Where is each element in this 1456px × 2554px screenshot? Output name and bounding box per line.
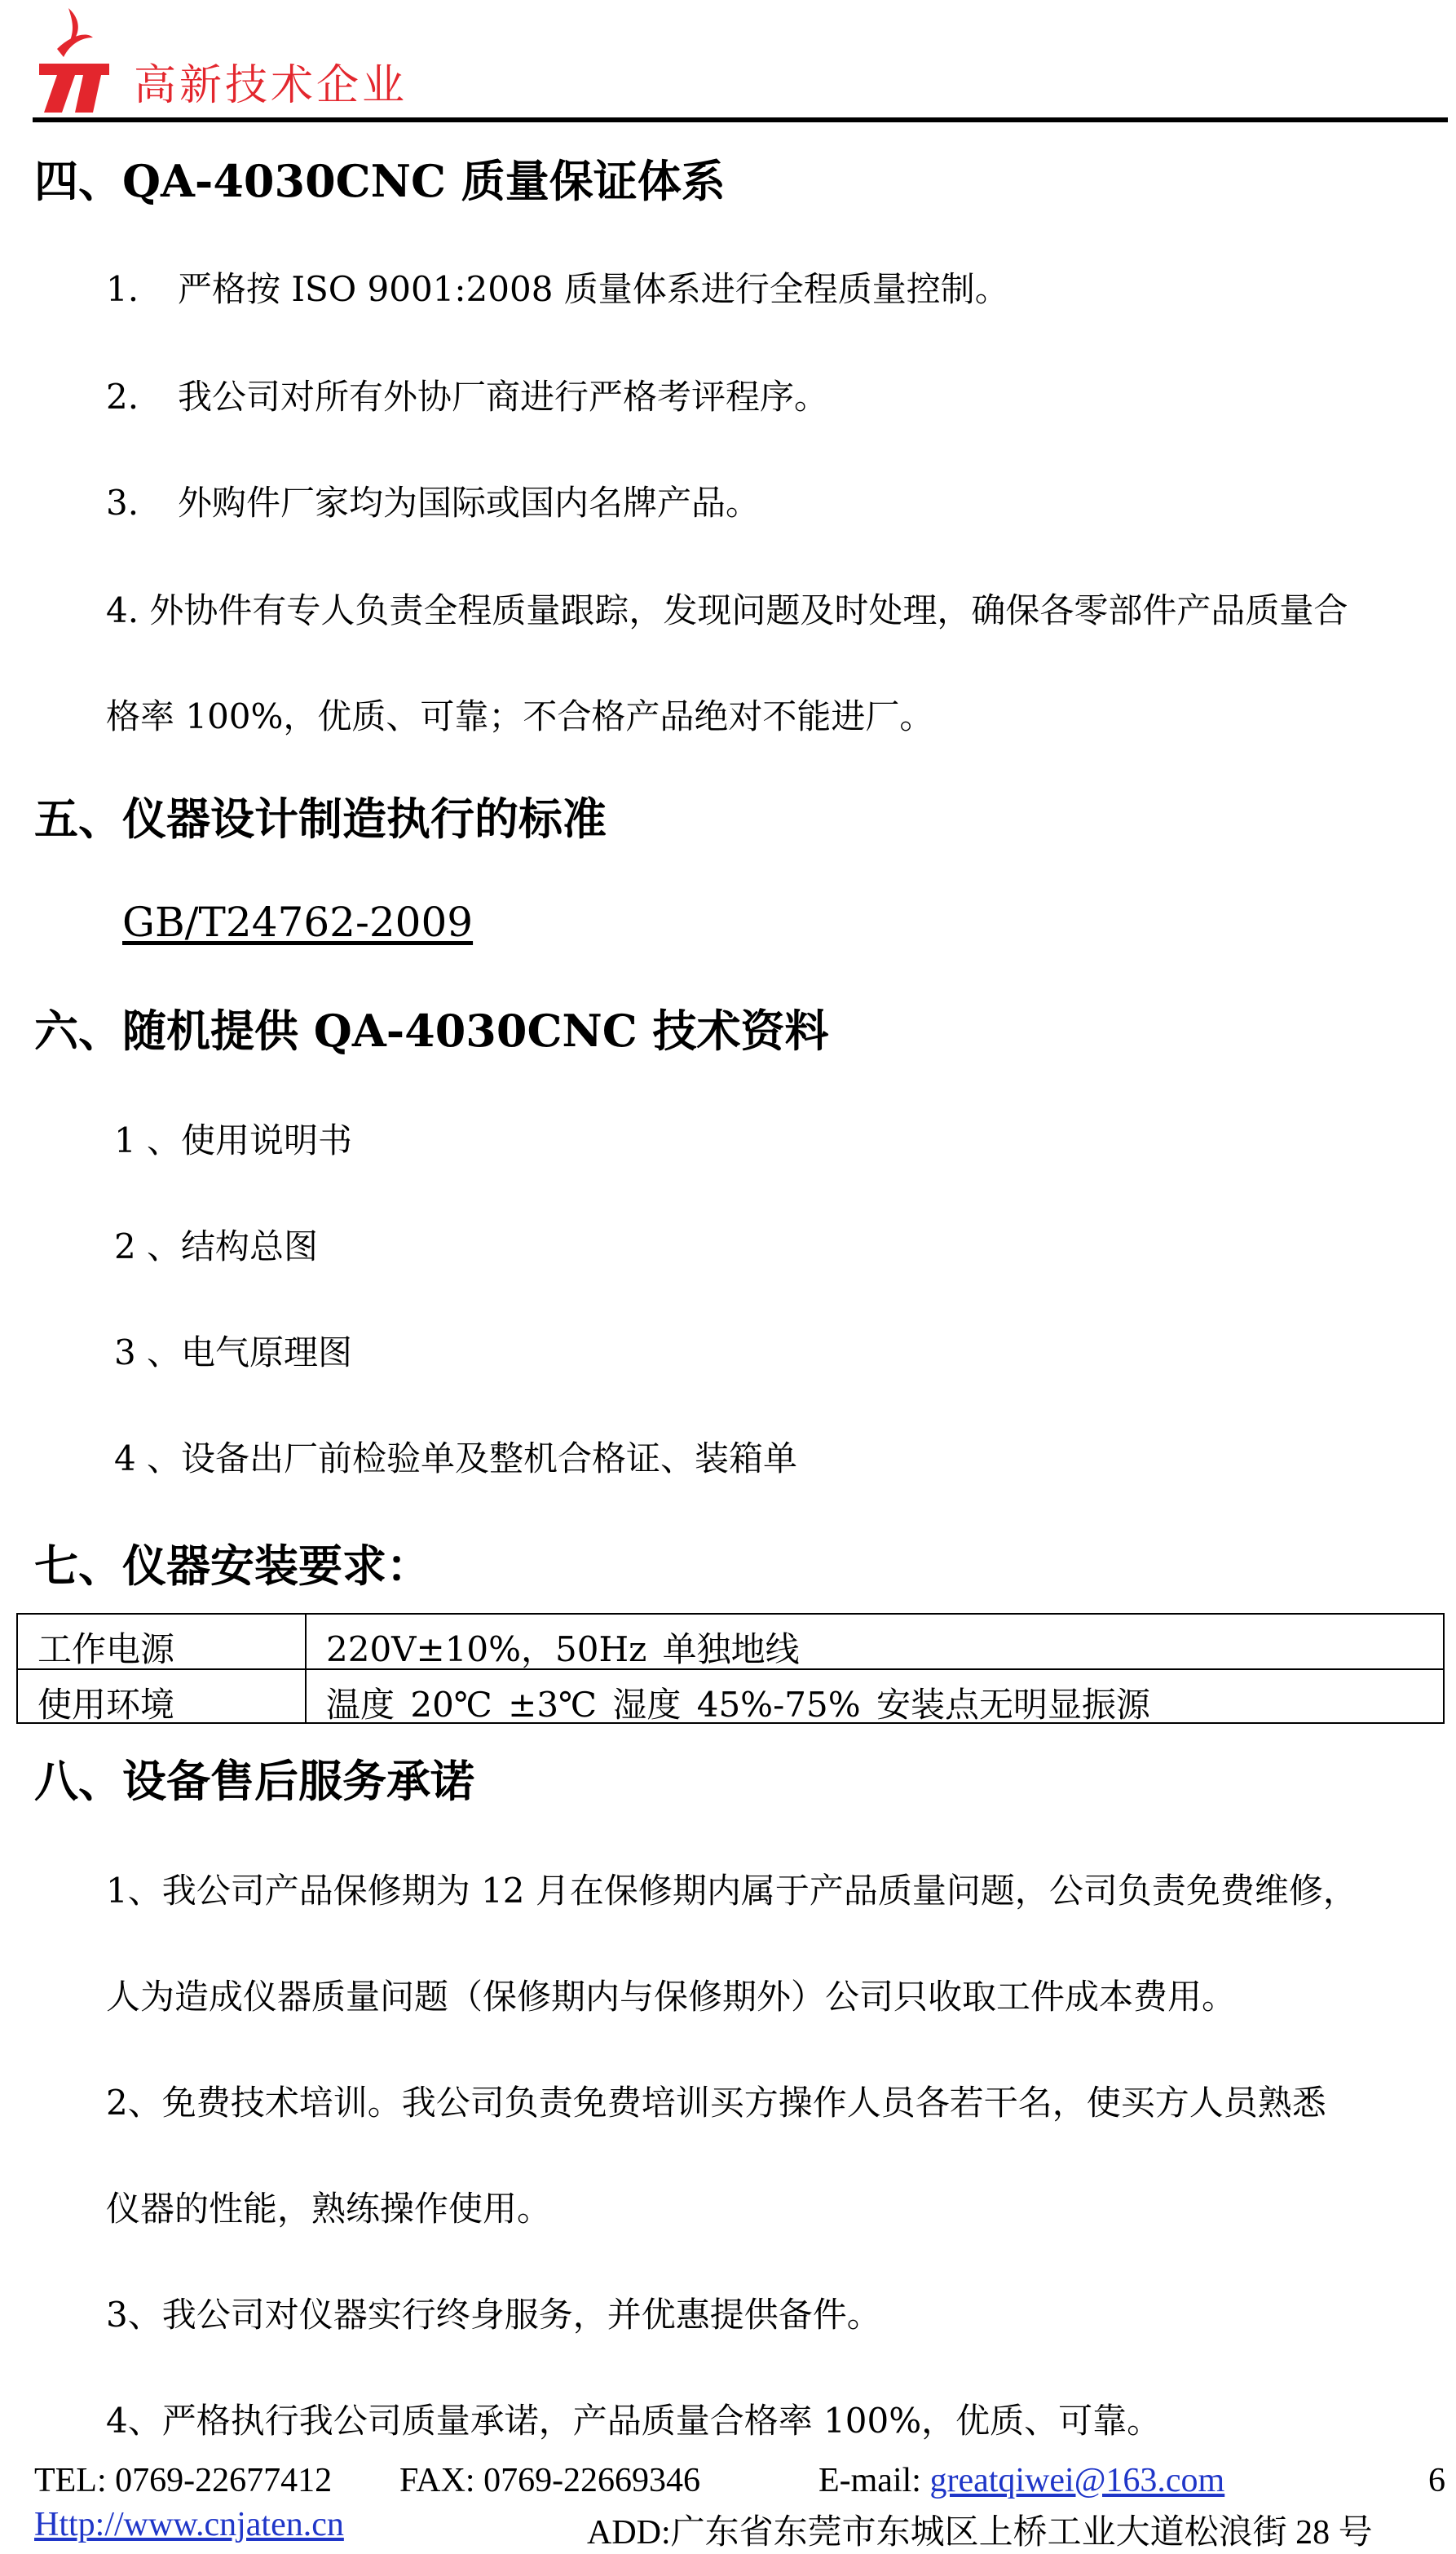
item-text: 、结构总图: [147, 1226, 319, 1266]
table-row: [18, 1668, 1443, 1724]
footer-address: ADD:广东省东莞市东城区上桥工业大道松浪街 28 号: [587, 2514, 1373, 2552]
list-item: [106, 370, 828, 419]
footer-email: [818, 2461, 1224, 2500]
paragraph-line: 仪器的性能，熟练操作使用。: [106, 2189, 552, 2229]
item-text: 严格按 ISO 9001:2008 质量体系进行全程质量控制。: [178, 269, 1009, 309]
paragraph-line: 2、免费技术培训。我公司负责免费培训买方操作人员各若干名，使买方人员熟悉: [106, 2083, 1326, 2123]
footer-fax: FAX: 0769-22669346: [399, 2462, 701, 2499]
list-item: [114, 1114, 352, 1163]
item-text: 我公司对所有外协厂商进行严格考评程序。: [178, 377, 829, 417]
item-text: 外购件厂家均为国际或国内名牌产品。: [178, 483, 761, 523]
list-item-line: 4. 外协件有专人负责全程质量跟踪，发现问题及时处理，确保各零部件产品质量合: [106, 590, 1348, 630]
table-cell-value: 温度 20℃ ±3℃ 湿度 45%-75% 安装点无明显振源: [326, 1685, 1150, 1725]
section-6-title: 六、随机提供 QA-4030CNC 技术资料: [34, 1005, 829, 1057]
table-cell-label: 工作电源: [38, 1629, 175, 1669]
section-7-title: 七、仪器安装要求：: [34, 1540, 430, 1592]
list-item: [106, 263, 1009, 312]
paragraph-line: 3、我公司对仪器实行终身服务，并优惠提供备件。: [106, 2295, 881, 2335]
item-number: 2.: [106, 377, 139, 417]
table-cell-label: 使用环境: [38, 1685, 175, 1725]
section-4-title: 四、QA-4030CNC 质量保证体系: [34, 155, 726, 207]
standard-code: GB/T24762-2009: [122, 899, 474, 946]
paragraph-line: 4、严格执行我公司质量承诺，产品质量合格率 100%，优质、可靠。: [106, 2401, 1162, 2441]
item-number: 3: [114, 1332, 136, 1372]
section-5-title: 五、仪器设计制造执行的标准: [34, 793, 607, 845]
item-number: 3.: [106, 483, 139, 523]
list-item: [114, 1432, 797, 1481]
table-cell-value: 220V±10%，50Hz 单独地线: [326, 1629, 800, 1669]
install-requirements-table: [16, 1613, 1445, 1724]
footer-website: [34, 2505, 344, 2544]
email-link[interactable]: greatqiwei@163.com: [929, 2462, 1225, 2499]
table-row: [18, 1615, 1443, 1668]
page-number: 6: [1428, 2462, 1445, 2499]
footer-tel: TEL: 0769-22677412: [34, 2462, 333, 2499]
item-number: 2: [114, 1226, 136, 1266]
section-8-title: 八、设备售后服务承诺: [34, 1755, 474, 1807]
item-text: 、电气原理图: [147, 1332, 353, 1372]
paragraph-line: 1、我公司产品保修期为 12 月在保修期内属于产品质量问题，公司负责免费维修，: [106, 1871, 1357, 1911]
item-number: 1.: [106, 269, 139, 309]
list-item: [114, 1326, 352, 1375]
website-link[interactable]: Http://www.cnjaten.cn: [34, 2506, 344, 2543]
paragraph-line: 人为造成仪器质量问题（保修期内与保修期外）公司只收取工件成本费用。: [106, 1977, 1237, 2017]
item-number: 4: [114, 1438, 136, 1478]
email-label: E-mail:: [818, 2462, 921, 2499]
list-item-line: 格率 100%，优质、可靠；不合格产品绝对不能进厂。: [106, 696, 934, 736]
company-name: 高新技术企业: [134, 61, 408, 110]
item-text: 、使用说明书: [147, 1120, 353, 1160]
header-divider: [33, 117, 1448, 122]
item-text: 、设备出厂前检验单及整机合格证、装箱单: [147, 1438, 798, 1478]
list-item: [114, 1220, 318, 1269]
item-number: 1: [114, 1120, 136, 1160]
list-item: [106, 476, 760, 525]
company-logo-icon: [33, 0, 130, 113]
